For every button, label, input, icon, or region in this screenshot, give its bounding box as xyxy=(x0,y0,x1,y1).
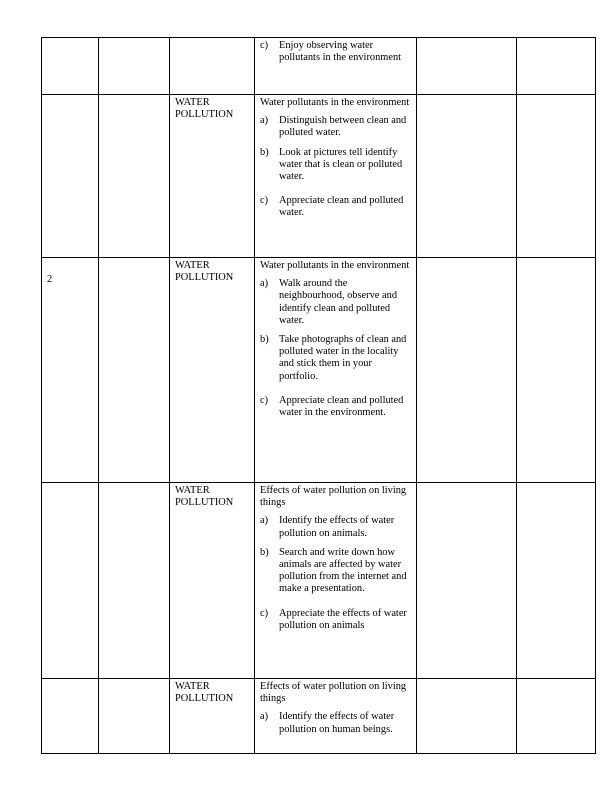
resources-cell xyxy=(417,38,517,95)
outcomes-cell xyxy=(255,483,417,679)
lesson-cell xyxy=(99,483,170,679)
strand-cell xyxy=(170,38,255,95)
list-item: a) Identify the effects of water pollution on animals. xyxy=(260,515,395,539)
strand-cell: WATER POLLUTION xyxy=(170,483,255,679)
resources-cell xyxy=(417,258,517,483)
remarks-cell xyxy=(517,38,596,95)
remarks-cell xyxy=(517,483,596,679)
list-item: a) Walk around the neighbourhood, observe and identify clean and polluted water. xyxy=(260,278,398,326)
remarks-cell xyxy=(517,258,596,483)
sub-strand-title: Water pollutants in the environment xyxy=(260,97,410,108)
strand-cell: WATER POLLUTION xyxy=(170,679,255,754)
table-row xyxy=(42,95,596,258)
resources-cell xyxy=(417,679,517,754)
outcomes-cell xyxy=(255,38,417,95)
list-item: c) Enjoy observing water pollutants in the environment xyxy=(260,40,402,64)
sub-strand-title: Effects of water pollution on living things xyxy=(260,485,407,509)
week-cell xyxy=(42,95,99,258)
list-item: c) Appreciate the effects of water pollution on animals xyxy=(260,607,407,631)
sub-strand-title: Effects of water pollution on living things xyxy=(260,681,407,705)
lesson-cell xyxy=(99,679,170,754)
list-item: a) Distinguish between clean and polluted water. xyxy=(260,115,407,139)
table-row xyxy=(42,38,596,95)
lesson-cell xyxy=(99,38,170,95)
week-cell xyxy=(42,679,99,754)
scheme-of-work-table xyxy=(41,37,596,754)
remarks-cell xyxy=(517,679,596,754)
resources-cell xyxy=(417,483,517,679)
strand-cell: WATER POLLUTION xyxy=(170,95,255,258)
table-row xyxy=(42,258,596,483)
week-cell xyxy=(42,38,99,95)
outcomes-cell xyxy=(255,679,417,754)
list-item: b) Search and write down how animals are affected by water pollution from the internet and make a presentation. xyxy=(260,546,407,595)
sub-strand-title: Water pollutants in the environment xyxy=(260,260,410,271)
list-item: b) Look at pictures tell identify water that is clean or polluted water. xyxy=(260,146,403,183)
week-cell xyxy=(42,483,99,679)
outcomes-cell xyxy=(255,95,417,258)
table-row xyxy=(42,483,596,679)
list-item: c) Appreciate clean and polluted water. xyxy=(260,195,404,219)
lesson-cell xyxy=(99,258,170,483)
list-item: a) Identify the effects of water pollution on human beings. xyxy=(260,711,395,735)
list-item: b) Take photographs of clean and polluted water in the locality and stick them in your portfolio. xyxy=(260,334,407,382)
remarks-cell xyxy=(517,95,596,258)
list-item: c) Appreciate clean and polluted water in the environment. xyxy=(260,394,404,419)
lesson-cell xyxy=(99,95,170,258)
table-row xyxy=(42,679,596,754)
strand-cell: WATER POLLUTION xyxy=(170,258,255,483)
outcomes-cell xyxy=(255,258,417,483)
resources-cell xyxy=(417,95,517,258)
week-cell: 2 xyxy=(42,258,99,483)
